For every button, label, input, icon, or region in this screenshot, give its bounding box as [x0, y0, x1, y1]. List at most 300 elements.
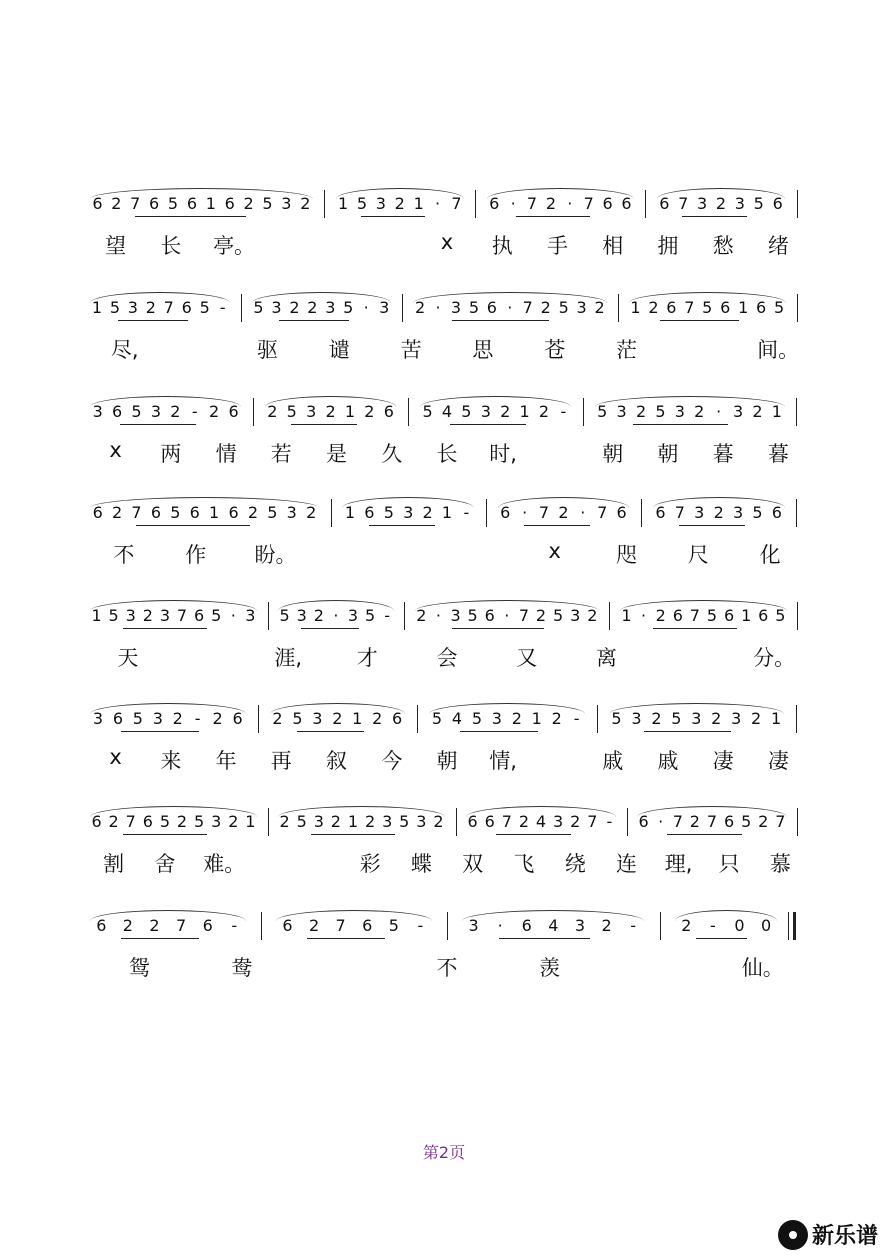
- slur: [270, 703, 406, 714]
- lyric-char: 长: [436, 442, 458, 466]
- note: 2: [711, 709, 722, 728]
- note: ·: [658, 812, 664, 831]
- barline: [797, 602, 798, 630]
- note: 3: [696, 194, 708, 213]
- note: 5: [597, 402, 608, 421]
- note: 5: [655, 402, 666, 421]
- note: 2: [535, 606, 547, 625]
- note: 7: [522, 298, 533, 317]
- note: 5: [399, 812, 410, 831]
- note: 6: [602, 194, 613, 213]
- lyric-char: 又: [516, 646, 538, 670]
- note: 3: [694, 503, 705, 522]
- staff-system: [88, 910, 806, 990]
- slur: [595, 396, 785, 407]
- note: ·: [435, 194, 441, 213]
- note: 3: [245, 606, 256, 625]
- lyrics-line: [88, 438, 806, 472]
- note: 1: [209, 503, 220, 522]
- note: 2: [325, 402, 336, 421]
- duration-underline: [120, 424, 196, 425]
- duration-underline: [667, 834, 742, 835]
- note: 2: [172, 709, 183, 728]
- lyric-char: 是: [326, 442, 348, 466]
- note: 1: [344, 503, 356, 522]
- note: 4: [441, 402, 453, 421]
- note: ·: [580, 503, 586, 522]
- note: 7: [125, 812, 136, 831]
- note: 5: [292, 709, 303, 728]
- note: 2: [307, 298, 318, 317]
- note: 2: [689, 812, 700, 831]
- note: 6: [181, 298, 192, 317]
- slur: [415, 600, 599, 611]
- slur: [90, 292, 230, 303]
- note: 3: [403, 503, 414, 522]
- barline: [796, 705, 797, 733]
- note: 2: [142, 606, 153, 625]
- note: 5: [286, 402, 297, 421]
- note: 3: [734, 194, 745, 213]
- note: 2: [364, 812, 376, 831]
- note: -: [630, 916, 637, 935]
- note: 6: [149, 194, 160, 213]
- note: 7: [674, 503, 685, 522]
- note: 2: [422, 503, 433, 522]
- barline: [583, 398, 584, 426]
- lyrics-line: [88, 334, 806, 368]
- duration-underline: [121, 731, 199, 732]
- note: 6: [96, 916, 107, 935]
- note: 2: [758, 812, 769, 831]
- note: 2: [655, 606, 666, 625]
- staff-system: [88, 292, 806, 372]
- note: 5: [170, 503, 181, 522]
- lyric-char: 茫: [616, 338, 637, 362]
- note: 3: [553, 812, 564, 831]
- note: 2: [170, 402, 181, 421]
- note: 2: [212, 709, 223, 728]
- lyric-char: 若: [270, 442, 292, 466]
- barline: [797, 808, 798, 836]
- note: 5: [611, 709, 622, 728]
- barline: [645, 190, 646, 218]
- note: 6: [521, 916, 532, 935]
- note: 2: [601, 916, 612, 935]
- slur: [278, 600, 394, 611]
- note: 2: [752, 402, 763, 421]
- note: 3: [325, 298, 336, 317]
- note: 3: [468, 916, 479, 935]
- note: 5: [343, 298, 354, 317]
- lyric-char: 绕: [564, 852, 586, 876]
- barline: [797, 190, 798, 218]
- note: 6: [756, 298, 767, 317]
- note: ·: [230, 606, 236, 625]
- note: 6: [362, 916, 373, 935]
- lyric-char: 涯,: [274, 646, 303, 670]
- lyric-char: 来: [160, 749, 182, 773]
- slur: [342, 497, 474, 508]
- note: 1: [531, 709, 542, 728]
- lyric-char: 舍: [154, 852, 176, 876]
- lyric-char: 只: [718, 852, 740, 876]
- note: 7: [501, 812, 512, 831]
- note: 6: [186, 194, 197, 213]
- note: 6: [621, 194, 632, 213]
- note: 3: [416, 812, 427, 831]
- note: ·: [522, 503, 528, 522]
- note: 6: [202, 916, 213, 935]
- note: 3: [347, 606, 359, 625]
- lyric-char: 鸯: [231, 956, 253, 980]
- note: 6: [224, 194, 235, 213]
- note: 2: [228, 812, 239, 831]
- slur: [90, 910, 246, 921]
- duration-underline: [279, 320, 349, 321]
- note: 5: [253, 298, 264, 317]
- duration-underline: [301, 628, 359, 629]
- note: 6: [638, 812, 649, 831]
- lyric-char: 手: [546, 234, 568, 258]
- lyric-char: 不: [113, 543, 135, 567]
- note: 5: [388, 916, 399, 935]
- duration-underline: [524, 525, 590, 526]
- slur: [675, 910, 777, 921]
- note: 2: [594, 298, 605, 317]
- note: 6: [720, 298, 731, 317]
- slur: [90, 600, 257, 611]
- barline: [660, 912, 661, 940]
- note: 7: [538, 503, 550, 522]
- note: 5: [383, 503, 394, 522]
- note: 2: [500, 402, 511, 421]
- lyric-char: 苍: [544, 338, 566, 362]
- note: 1: [91, 298, 103, 317]
- note: 5: [741, 812, 752, 831]
- duration-underline: [516, 216, 590, 217]
- lyrics-line: [88, 952, 806, 986]
- duration-underline: [679, 525, 745, 526]
- note: 5: [279, 606, 290, 625]
- note: 5: [468, 298, 480, 317]
- note: 2: [272, 709, 283, 728]
- lyric-char: 情: [215, 442, 237, 466]
- note: 7: [689, 606, 700, 625]
- note: ·: [333, 606, 339, 625]
- staff-system: [88, 396, 806, 476]
- slur: [90, 396, 241, 407]
- note: 2: [209, 402, 220, 421]
- lyric-char: 拥: [657, 234, 679, 258]
- note: 3: [631, 709, 642, 728]
- note: 5: [364, 606, 376, 625]
- barline: [597, 705, 598, 733]
- lyric-char: 尽,: [110, 338, 139, 362]
- duration-underline: [361, 216, 425, 217]
- note: 5: [467, 606, 478, 625]
- note: 3: [382, 812, 393, 831]
- barline: [258, 705, 259, 733]
- note: 2: [570, 812, 581, 831]
- lyric-char: 连: [616, 852, 637, 876]
- note: 6: [194, 606, 205, 625]
- note: 3: [375, 194, 386, 213]
- barline: [404, 602, 405, 630]
- barline: [618, 294, 619, 322]
- note: 3: [306, 402, 317, 421]
- note: 6: [772, 194, 783, 213]
- duration-underline: [660, 320, 739, 321]
- duration-underline: [653, 628, 736, 629]
- note: ·: [567, 194, 573, 213]
- duration-underline: [633, 424, 728, 425]
- lyric-char: 蝶: [410, 852, 432, 876]
- notation-line: [88, 497, 806, 531]
- note: -: [231, 916, 238, 935]
- note: -: [194, 709, 201, 728]
- note: -: [606, 812, 613, 831]
- lyric-char: 会: [436, 646, 458, 670]
- note: 7: [175, 916, 187, 935]
- note: 3: [211, 812, 222, 831]
- note: 2: [648, 298, 659, 317]
- note: -: [710, 916, 716, 935]
- slur: [620, 600, 787, 611]
- note: 6: [672, 606, 683, 625]
- lyrics-line: [88, 642, 806, 676]
- note: ·: [435, 606, 441, 625]
- note: 2: [149, 916, 160, 935]
- lyric-char: 才: [356, 646, 378, 670]
- staff-system: [88, 497, 806, 577]
- note: 3: [286, 503, 297, 522]
- lyric-char: 理,: [664, 852, 693, 876]
- slur: [265, 396, 397, 407]
- staff-system: [88, 703, 806, 783]
- barline: [447, 912, 448, 940]
- note: 6: [112, 402, 123, 421]
- duration-underline: [135, 216, 246, 217]
- slur: [278, 806, 445, 817]
- note: 3: [296, 606, 307, 625]
- note: 2: [511, 709, 522, 728]
- duration-underline: [696, 938, 747, 939]
- notation-line: [88, 703, 806, 737]
- note: 3: [127, 298, 138, 317]
- slur: [90, 703, 246, 714]
- duration-underline: [297, 731, 365, 732]
- note: 6: [666, 298, 677, 317]
- lyric-char: 执: [491, 234, 513, 258]
- note: 2: [267, 402, 278, 421]
- note: 2: [108, 812, 119, 831]
- note: 3: [691, 709, 702, 728]
- lyric-char: 朝: [602, 442, 624, 466]
- note: 4: [451, 709, 463, 728]
- note: 5: [132, 709, 143, 728]
- note: ·: [641, 606, 647, 625]
- barline: [241, 294, 242, 322]
- note: 7: [678, 194, 689, 213]
- note: ·: [716, 402, 722, 421]
- duration-underline: [121, 938, 199, 939]
- note: 5: [356, 194, 368, 213]
- note: 7: [587, 812, 598, 831]
- lyric-char: x: [548, 539, 561, 563]
- note: ·: [435, 298, 441, 317]
- note: 5: [706, 606, 718, 625]
- duration-underline: [682, 216, 746, 217]
- barline: [324, 190, 325, 218]
- duration-underline: [452, 320, 549, 321]
- lyric-char: 盼。: [254, 543, 297, 567]
- note: 7: [335, 916, 346, 935]
- lyric-char: 相: [602, 234, 624, 258]
- duration-underline: [311, 834, 394, 835]
- lyric-char: 朝: [657, 442, 679, 466]
- lyrics-line: [88, 539, 806, 573]
- barline: [609, 602, 610, 630]
- note: 2: [394, 194, 405, 213]
- lyric-char: 年: [215, 749, 237, 773]
- note: 7: [583, 194, 594, 213]
- lyric-char: x: [440, 230, 454, 254]
- slur: [657, 188, 785, 199]
- barline: [796, 499, 797, 527]
- note: 6: [189, 503, 200, 522]
- note: 5: [752, 503, 763, 522]
- notation-line: [88, 910, 806, 944]
- lyric-char: 长: [160, 234, 182, 258]
- barline: [627, 808, 628, 836]
- note: 3: [379, 298, 390, 317]
- lyric-char: 鸳: [128, 956, 150, 980]
- note: 5: [267, 503, 278, 522]
- duration-underline: [291, 424, 357, 425]
- notation-line: [88, 292, 806, 326]
- lyric-char: 朝: [436, 749, 458, 773]
- note: 5: [461, 402, 472, 421]
- lyric-char: 分。: [753, 646, 796, 670]
- note: 1: [771, 402, 782, 421]
- lyric-char: 戚: [657, 749, 679, 773]
- note: 1: [630, 298, 641, 317]
- note: 6: [92, 503, 103, 522]
- note: 5: [262, 194, 273, 213]
- logo-text: 新乐谱: [811, 1224, 878, 1249]
- lyric-char: 咫: [616, 543, 637, 567]
- note: 5: [167, 194, 179, 213]
- note: 3: [731, 709, 742, 728]
- note: 2: [279, 812, 290, 831]
- note: 1: [337, 194, 349, 213]
- lyric-char: 情,: [489, 749, 517, 773]
- note: 7: [706, 812, 718, 831]
- lyric-char: 苦: [400, 338, 422, 362]
- lyric-char: 凄: [712, 749, 734, 773]
- lyric-char: 思: [472, 338, 494, 362]
- lyric-char: x: [109, 745, 122, 769]
- note: 3: [616, 402, 627, 421]
- duration-underline: [644, 731, 732, 732]
- duration-underline: [307, 938, 385, 939]
- lyric-char: 谴: [328, 338, 350, 362]
- note: 5: [753, 194, 764, 213]
- note: 7: [130, 194, 141, 213]
- note: 5: [211, 606, 222, 625]
- note: 7: [775, 812, 786, 831]
- note: 1: [441, 503, 453, 522]
- staff-system: [88, 600, 806, 680]
- note: 7: [526, 194, 538, 213]
- lyric-char: 彩: [359, 852, 381, 876]
- lyric-char: 两: [160, 442, 182, 466]
- note: 5: [431, 709, 443, 728]
- note: 1: [413, 194, 424, 213]
- note: 3: [312, 709, 323, 728]
- note: 1: [621, 606, 632, 625]
- lyric-char: x: [109, 438, 122, 462]
- note: 6: [112, 709, 123, 728]
- note: 6: [484, 606, 495, 625]
- note: 6: [500, 503, 511, 522]
- note: 2: [111, 194, 122, 213]
- note: 2: [551, 709, 562, 728]
- note: 2: [247, 503, 259, 522]
- slur: [637, 806, 787, 817]
- note: 1: [205, 194, 216, 213]
- duration-underline: [496, 834, 571, 835]
- site-logo: [778, 1219, 878, 1250]
- note: 5: [131, 402, 142, 421]
- note: 6: [467, 812, 478, 831]
- duration-underline: [118, 320, 188, 321]
- lyrics-line: [88, 230, 806, 264]
- note: 1: [519, 402, 530, 421]
- note: 2: [694, 402, 705, 421]
- note: 1: [770, 709, 782, 728]
- note: 2: [332, 709, 343, 728]
- note: 5: [109, 298, 121, 317]
- note: -: [417, 916, 424, 935]
- note: 7: [451, 194, 462, 213]
- note: 7: [163, 298, 174, 317]
- note: 3: [480, 402, 491, 421]
- note: 2: [545, 194, 556, 213]
- note: 2: [308, 916, 320, 935]
- slur: [498, 497, 630, 508]
- note: 2: [651, 709, 662, 728]
- lyrics-line: [88, 745, 806, 779]
- note: 3: [450, 606, 461, 625]
- slur: [90, 806, 257, 817]
- note: 3: [732, 503, 744, 522]
- note: 0: [761, 916, 772, 935]
- note: 5: [199, 298, 210, 317]
- duration-underline: [123, 628, 206, 629]
- note: 6: [758, 606, 769, 625]
- barline: [261, 912, 262, 940]
- slur: [90, 497, 319, 508]
- note: ·: [363, 298, 369, 317]
- barline: [417, 705, 418, 733]
- note: 6: [616, 503, 627, 522]
- note: 2: [587, 606, 598, 625]
- note: 6: [723, 812, 735, 831]
- note: 2: [518, 812, 530, 831]
- note: 2: [372, 709, 383, 728]
